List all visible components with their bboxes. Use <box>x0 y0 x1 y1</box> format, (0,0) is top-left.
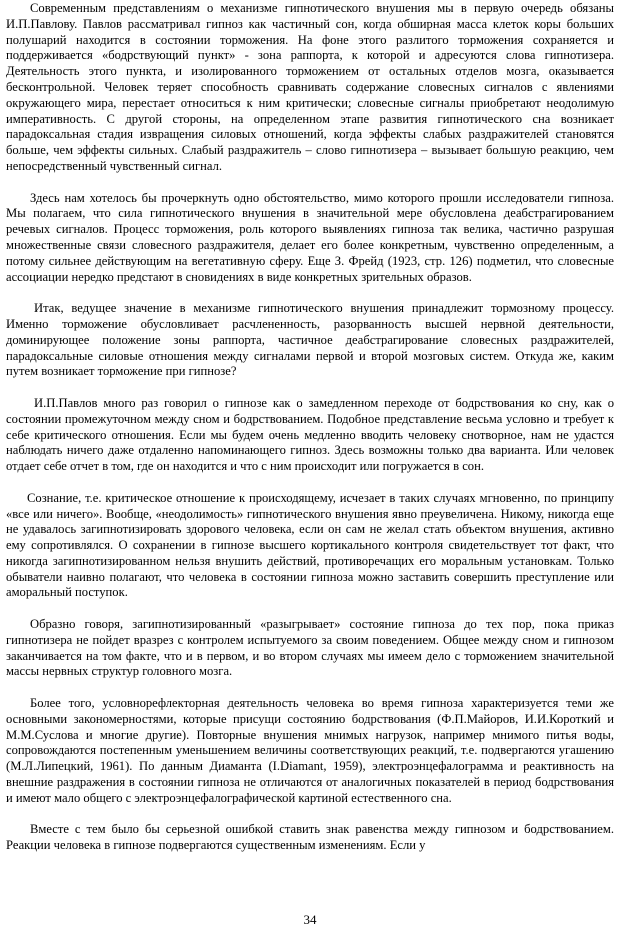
paragraph-inhibition-role: Итак, ведущее значение в механизме гипнотического внушения принадлежит тормозному процессу. Именно торможение обусловливает расчлененность, разорванность высшей нервной деятельности, доминирующее положение зоны раппорта, частичное деабстрагирование словесных раздражителей, парадоксальные силовые отношения между сигналами первой и второй мозговых систем. Откуда же, каким путем возникает торможение при гипнозе? <box>6 301 614 379</box>
paragraph-sleep-vs-wakefulness: Вместе с тем было бы серьезной ошибкой ставить знак равенства между гипнозом и бодрствованием. Реакции человека в гипнозе подвергаются существенным изменениям. Если у <box>6 822 614 853</box>
paragraph-role-playing: Образно говоря, загипнотизированный «разыгрывает» состояние гипноза до тех пор, пока приказ гипнотизера не пойдет вразрез с контролем испытуемого за своим поведением. Общее между сном и гипнозом заканчивается на том факте, что и в первом, и во втором случаях мы имеем дело с торможением значительной массы нервных структур головного мозга. <box>6 617 614 679</box>
paragraph-sleep-transition: И.П.Павлов много раз говорил о гипнозе как о замедленном переходе от бодрствования ко сну, как о состоянии промежуточном между сном и бодрствованием. Подобное представление весьма условно и требует к себе критического отношения. Если мы будем очень медленно вводить человеку снотворное, нам не удастся наблюдать ничего даже отдаленно напоминающего гипноз. Здесь возможны только два варианта. Или человек отдает себе отчет в том, где он находится и что с ним происходит или погружается в сон. <box>6 395 614 474</box>
paragraph-consciousness: Сознание, т.е. критическое отношение к происходящему, исчезает в таких случаях мгновенно, по принципу «все или ничего». Вообще, «неодолимость» гипнотического внушения явно преувеличена. Никому, никогда еще не удавалось загипнотизировать здорового человека, если он сам не желал стать объектом внушения, активно ему сопротивлялся. О сохранении в гипнозе высшего кортикального контроля свидетельствует тот факт, что никогда загипнотизированном нельзя внушить действий, противоречащих его моральным установкам. Только обыватели наивно полагают, что человека в состоянии гипноза можно заставить совершить преступление или аморальный поступок. <box>6 490 614 600</box>
paragraph-pavlov-theory: Современным представлениям о механизме гипнотического внушения мы в первую очередь обязаны И.П.Павлову. Павлов рассматривал гипноз как частичный сон, когда обширная масса клеток коры больших полушарий находится в состоянии торможения. На фоне этого разлитого торможения сохраняется и поддерживается «бодрствующий пункт» - зона раппорта, к которой и адресуются слова гипнотизера. Деятельность этого пункта, и изолированного торможением от остальных отделов мозга, оказывается бесконтрольной. Человек теряет способность сравнивать содержание словесных сигналов с явлениями окружающего мира, перестает относиться к ним критически; словесные сигналы приобретают неодолимую императивность. С другой стороны, на определенном этапе развития гипнотического сна возникает парадоксальная стадия извращения силовых отношений, когда эффекты слабых раздражителей становятся больше, чем эффекты сильных. Слабый раздражитель – слово гипнотизера – вызывает большую реакцию, чем непосредственный чувственный сигнал. <box>6 1 614 173</box>
page-number: 34 <box>303 912 317 927</box>
paragraph-deabstraction: Здесь нам хотелось бы прочеркнуть одно обстоятельство, мимо которого прошли исследователи гипноза. Мы полагаем, что сила гипнотического внушения в значительной мере обусловлена деабстрагированием речевых сигналов. Процесс торможения, роль которого выявлениях гипноза так велика, частично разрушая множественные связи словесного раздражителя, делает его более конкретным, чувственно определенным, а потому сильнее действующим на вегетативную сферу. Еще З. Фрейд (1923, стр. 126) подметил, что словесные ассоциации нередко предстают в сновидениях в виде конкретных зрительных образов. <box>6 190 614 284</box>
paragraph-conditioned-reflex: Более того, условнорефлекторная деятельность человека во время гипноза характеризуется теми же основными закономерностями, которые присущи состоянию бодрствования (Ф.П.Майоров, И.И.Короткий и М.М.Суслова и многие другие). Повторные внушения мнимых нагрузок, например мнимого питья воды, сопровождаются постепенным уменьшением величины соответствующих реакций, т.е. подвергаются угашению (М.Л.Липецкий, 1961). По данным Диаманта (I.Diamant, 1959), электроэнцефалограмма и реактивность на внешние раздражения в состоянии гипноза не отличаются от аналогичных показателей в период бодрствования и имеют мало общего с электроэнцефалографической картиной естественного сна. <box>6 696 614 805</box>
